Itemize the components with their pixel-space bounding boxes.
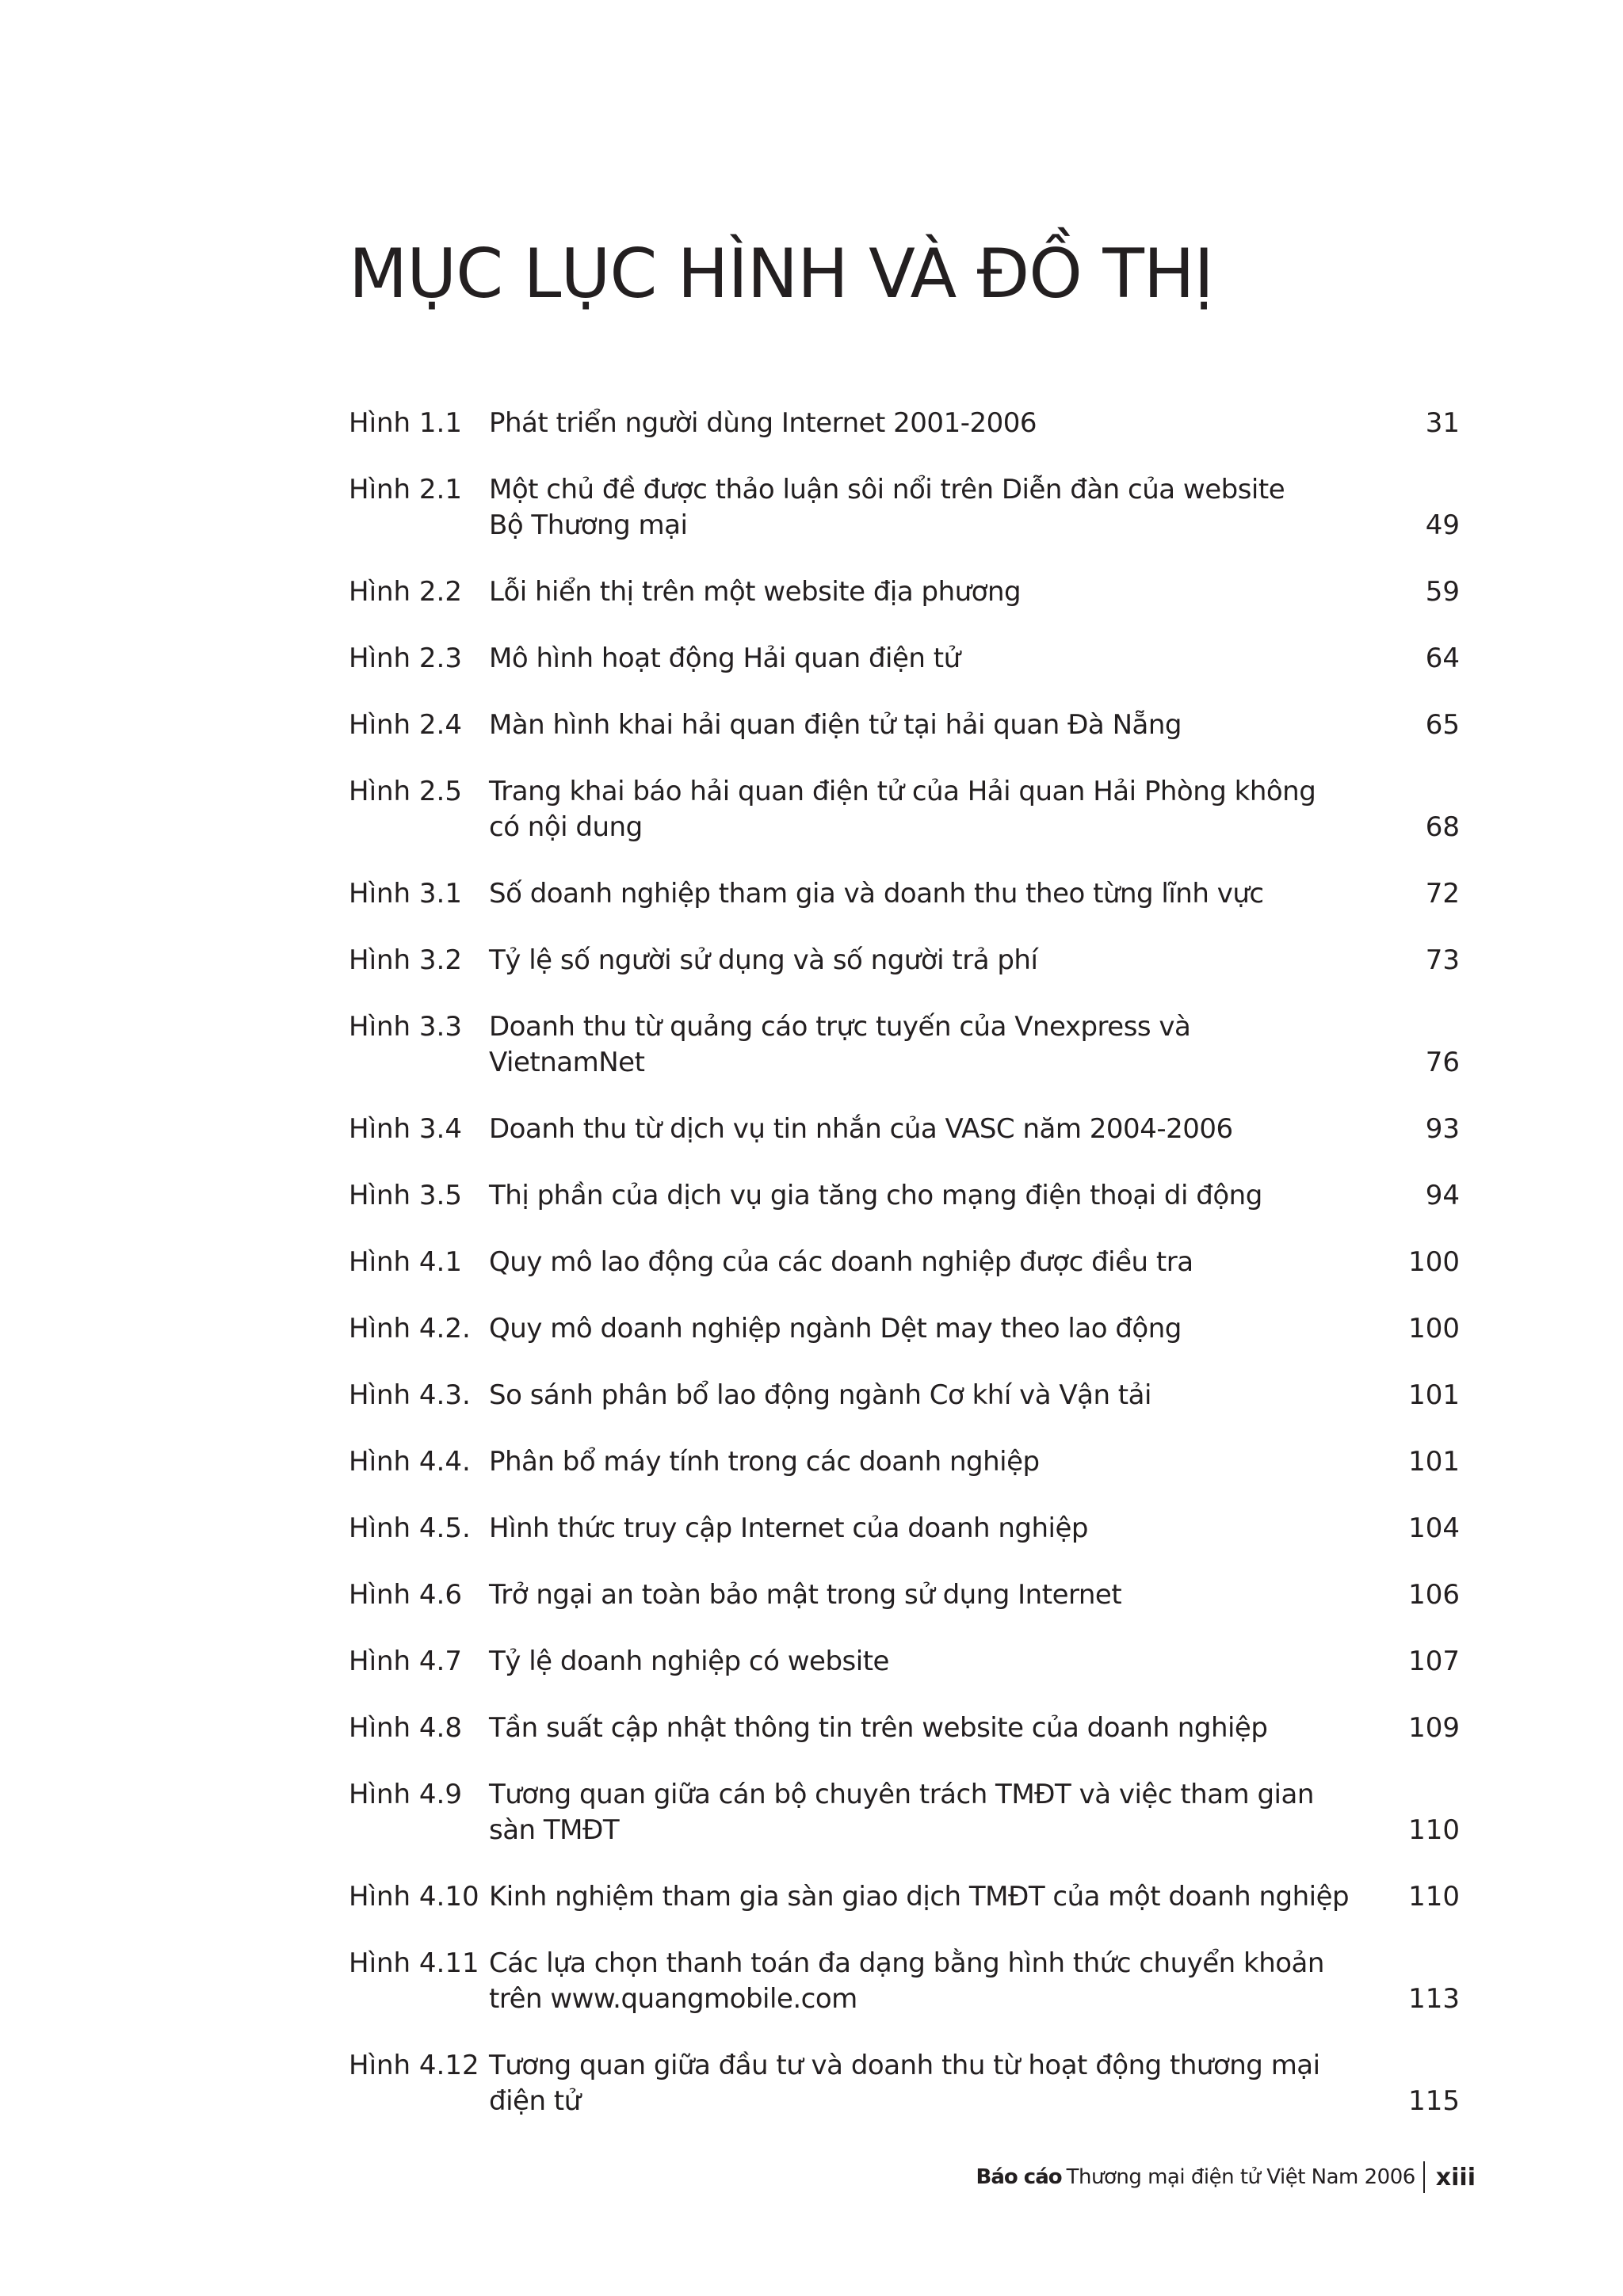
figure-number: Hình 3.2 [349, 944, 462, 976]
page-number: 101 [1408, 1379, 1460, 1411]
figure-title: Lỗi hiển thị trên một website địa phương [489, 576, 1022, 608]
list-item [349, 876, 1460, 912]
list-item [349, 1777, 1460, 1848]
footer-report-label: Báo cáo [976, 2165, 1062, 2189]
page-number: 59 [1425, 576, 1460, 608]
figure-number: Hình 4.4. [349, 1446, 471, 1478]
list-item [349, 1378, 1460, 1413]
list-item [349, 1444, 1460, 1480]
footer-page-number: xiii [1435, 2163, 1476, 2191]
figure-number: Hình 4.6 [349, 1579, 462, 1611]
list-item [349, 1511, 1460, 1547]
list-item [349, 472, 1460, 543]
figure-title: Một chủ đề được thảo luận sôi nổi trên Diễn đàn của website Bộ Thương mại [489, 474, 1285, 541]
page-number: 64 [1425, 643, 1460, 674]
figure-title: Trở ngại an toàn bảo mật trong sử dụng Internet [489, 1579, 1122, 1611]
figure-number: Hình 4.5. [349, 1512, 471, 1544]
figure-title: Kinh nghiệm tham gia sàn giao dịch TMĐT của một doanh nghiệp [489, 1881, 1350, 1913]
figure-title: Phân bổ máy tính trong các doanh nghiệp [489, 1446, 1040, 1478]
figure-number: Hình 2.4 [349, 709, 462, 741]
figure-title: So sánh phân bổ lao động ngành Cơ khí và Vận tải [489, 1379, 1151, 1411]
list-item [349, 1879, 1460, 1915]
figure-number: Hình 2.5 [349, 776, 462, 807]
page-footer [976, 2160, 1476, 2195]
footer-report-title: Thương mại điện tử Việt Nam 2006 [1066, 2165, 1415, 2189]
list-item [349, 2048, 1460, 2119]
list-item [349, 1245, 1460, 1280]
figure-list [349, 406, 1460, 2119]
page-number: 100 [1408, 1246, 1460, 1278]
list-item [349, 641, 1460, 677]
figure-title: Tỷ lệ doanh nghiệp có website [489, 1646, 889, 1677]
page-number: 73 [1425, 944, 1460, 976]
figure-title: Trang khai báo hải quan điện tử của Hải quan Hải Phòng không có nội dung [489, 776, 1316, 843]
figure-number: Hình 2.3 [349, 643, 462, 674]
figure-title: Phát triển người dùng Internet 2001-2006 [489, 407, 1037, 439]
figure-number: Hình 1.1 [349, 407, 462, 439]
list-item [349, 1009, 1460, 1081]
figure-title: Doanh thu từ quảng cáo trực tuyến của Vnexpress và VietnamNet [489, 1011, 1191, 1078]
page-number: 106 [1408, 1579, 1460, 1611]
figure-number: Hình 4.1 [349, 1246, 462, 1278]
list-item [349, 1311, 1460, 1347]
figure-title: Tương quan giữa cán bộ chuyên trách TMĐT và việc tham gian sàn TMĐT [489, 1779, 1314, 1846]
figure-title: Tần suất cập nhật thông tin trên website của doanh nghiệp [489, 1712, 1268, 1744]
list-item [349, 1112, 1460, 1147]
list-item [349, 1178, 1460, 1214]
figure-number: Hình 4.12 [349, 2050, 479, 2081]
page-number: 110 [1408, 1881, 1460, 1913]
figure-number: Hình 4.11 [349, 1947, 479, 1979]
figure-title: Tỷ lệ số người sử dụng và số người trả phí [489, 944, 1038, 976]
page-number: 49 [1425, 509, 1460, 541]
figure-title: Thị phần của dịch vụ gia tăng cho mạng điện thoại di động [489, 1180, 1262, 1211]
page-title: MỤC LỤC HÌNH VÀ ĐỒ THỊ [349, 235, 1213, 314]
footer-divider [1423, 2161, 1425, 2193]
figure-title: Quy mô doanh nghiệp ngành Dệt may theo lao động [489, 1313, 1182, 1344]
figure-number: Hình 4.3. [349, 1379, 471, 1411]
page-number: 72 [1425, 878, 1460, 910]
figure-title: Mô hình hoạt động Hải quan điện tử [489, 643, 960, 674]
figure-number: Hình 4.7 [349, 1646, 462, 1677]
list-item [349, 574, 1460, 610]
figure-number: Hình 3.3 [349, 1011, 462, 1043]
figure-number: Hình 3.1 [349, 878, 462, 910]
figure-title: Hình thức truy cập Internet của doanh nghiệp [489, 1512, 1088, 1544]
figure-number: Hình 2.1 [349, 474, 462, 505]
page-number: 113 [1408, 1983, 1460, 2015]
figure-title: Tương quan giữa đầu tư và doanh thu từ hoạt động thương mại điện tử [489, 2050, 1320, 2117]
list-item [349, 1644, 1460, 1680]
page-number: 76 [1425, 1047, 1460, 1078]
list-item [349, 774, 1460, 845]
page-number: 110 [1408, 1814, 1460, 1846]
page-number: 100 [1408, 1313, 1460, 1344]
list-item [349, 1577, 1460, 1613]
list-item [349, 943, 1460, 978]
page-number: 115 [1408, 2085, 1460, 2117]
figure-number: Hình 4.8 [349, 1712, 462, 1744]
page-number: 31 [1425, 407, 1460, 439]
list-item [349, 707, 1460, 743]
figure-number: Hình 2.2 [349, 576, 462, 608]
list-item [349, 1711, 1460, 1746]
page-number: 68 [1425, 811, 1460, 843]
list-item [349, 1946, 1460, 2017]
page-number: 101 [1408, 1446, 1460, 1478]
page-number: 109 [1408, 1712, 1460, 1744]
page-number: 104 [1408, 1512, 1460, 1544]
page-number: 65 [1425, 709, 1460, 741]
page-number: 94 [1425, 1180, 1460, 1211]
figure-title: Doanh thu từ dịch vụ tin nhắn của VASC năm 2004-2006 [489, 1113, 1233, 1145]
figure-number: Hình 4.10 [349, 1881, 479, 1913]
figure-title: Số doanh nghiệp tham gia và doanh thu theo từng lĩnh vực [489, 878, 1264, 910]
figure-title: Quy mô lao động của các doanh nghiệp được điều tra [489, 1246, 1193, 1278]
figure-number: Hình 4.9 [349, 1779, 462, 1810]
list-item [349, 406, 1460, 441]
figure-number: Hình 3.5 [349, 1180, 462, 1211]
page-number: 107 [1408, 1646, 1460, 1677]
figure-title: Các lựa chọn thanh toán đa dạng bằng hình thức chuyển khoản trên www.quangmobile.com [489, 1947, 1324, 2015]
figure-number: Hình 4.2. [349, 1313, 471, 1344]
figure-number: Hình 3.4 [349, 1113, 462, 1145]
figure-title: Màn hình khai hải quan điện tử tại hải quan Đà Nẵng [489, 709, 1182, 741]
page-number: 93 [1425, 1113, 1460, 1145]
